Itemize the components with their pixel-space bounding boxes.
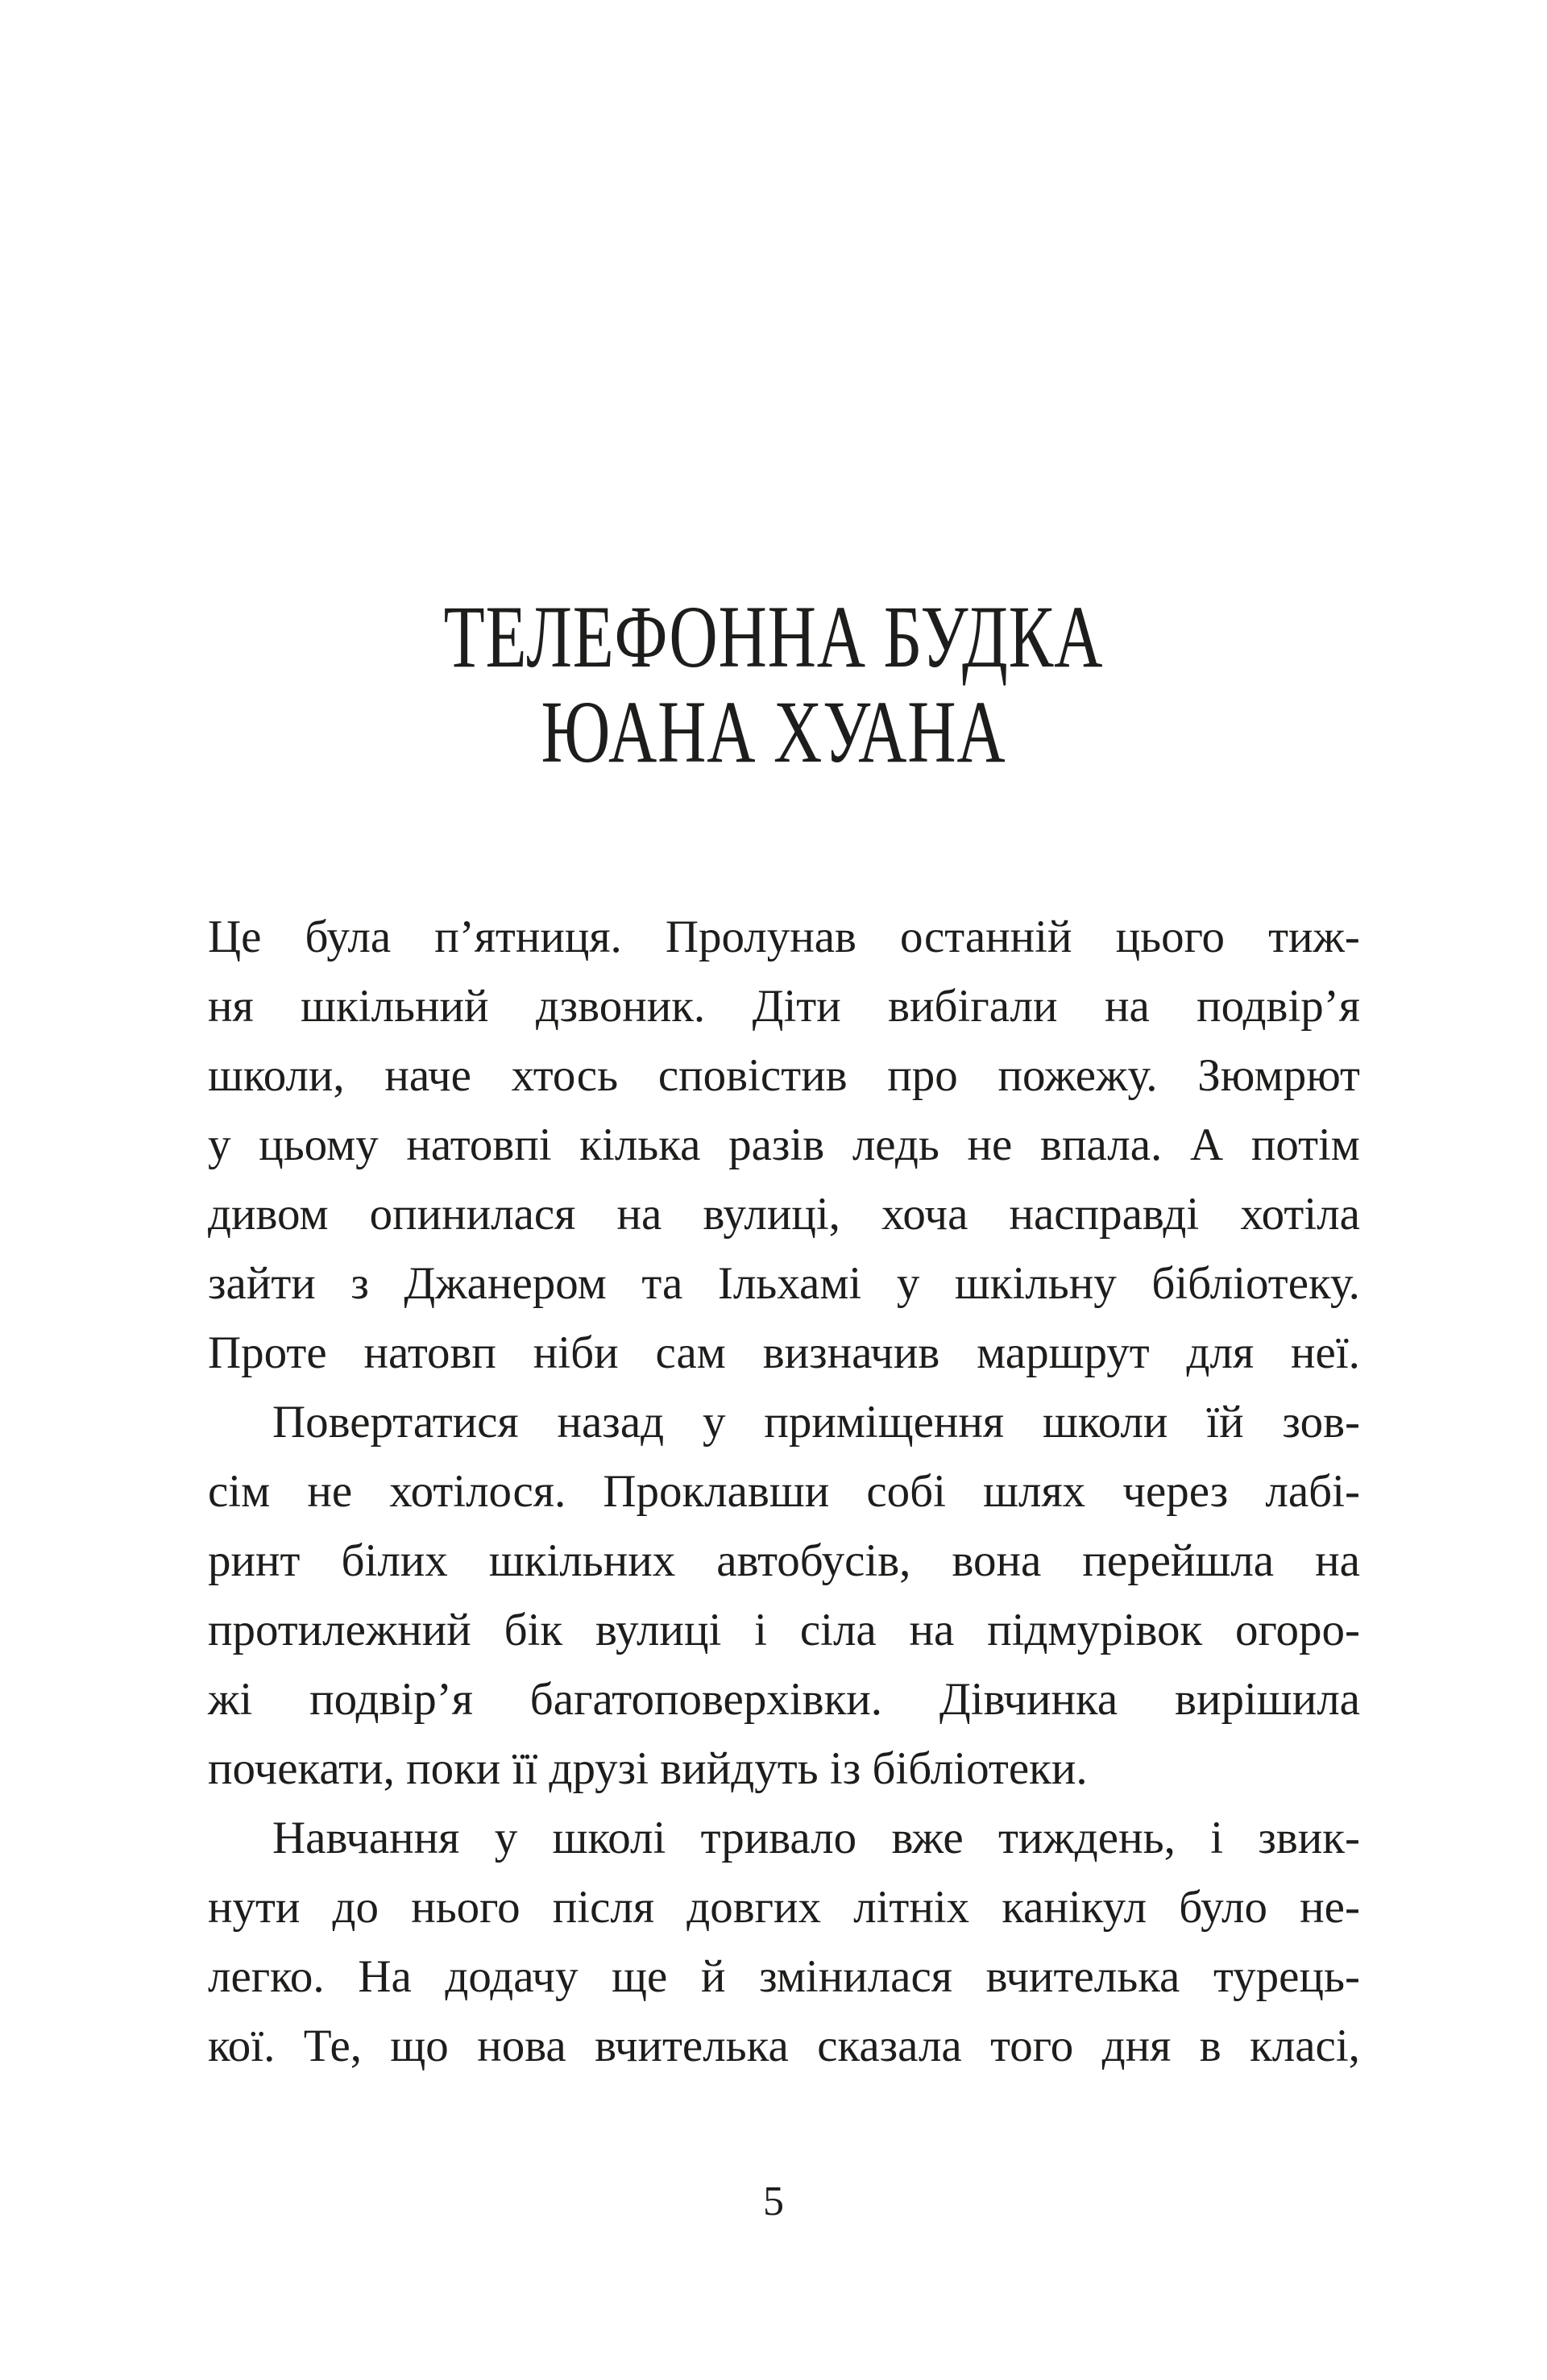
text-line: Повертатися назад у приміщення школи їй зов- <box>272 1397 1360 1448</box>
text-line: Проте натовп ніби сам визначив маршрут для неї. <box>208 1327 1360 1378</box>
text-line: школи, наче хтось сповістив про пожежу. Зюмрют <box>208 1050 1360 1101</box>
text-line: ринт білих шкільних автобусів, вона перейшла на <box>208 1535 1360 1586</box>
text-line: сім не хотілося. Проклавши собі шлях через лабі- <box>208 1466 1360 1517</box>
text-line: ня шкільний дзвоник. Діти вибігали на подвір’я <box>208 981 1360 1032</box>
text-line: жі подвір’я багатоповерхівки. Дівчинка вирішила <box>208 1674 1360 1725</box>
text-line: зайти з Джанером та Ільхамі у шкільну бібліотеку. <box>208 1258 1360 1309</box>
text-line: Навчання у школі тривало вже тиждень, і звик- <box>272 1813 1360 1863</box>
text-line: дивом опинилася на вулиці, хоча насправді хотіла <box>208 1189 1360 1240</box>
chapter-title-line-2: ЮАНА ХУАНА <box>541 683 1006 781</box>
page-number: 5 <box>763 2179 784 2224</box>
text-line: Це була п’ятниця. Пролунав останній цього тиж- <box>208 912 1360 962</box>
text-line: легко. На додачу ще й змінилася вчителька турець- <box>208 1951 1360 2002</box>
text-line: протилежний бік вулиці і сіла на підмурівок огоро- <box>208 1605 1360 1655</box>
text-line: у цьому натовпі кілька разів ледь не впала. А потім <box>208 1119 1360 1170</box>
text-line: нути до нього після довгих літніх канікул було не- <box>208 1882 1360 1933</box>
chapter-body <box>208 903 1360 2081</box>
text-line: почекати, поки її друзі вийдуть із бібліотеки. <box>208 1743 1088 1794</box>
chapter-title <box>0 589 1547 779</box>
text-line: кої. Те, що нова вчителька сказала того дня в класі, <box>208 2021 1360 2071</box>
chapter-title-line-1: ТЕЛЕФОННА БУДКА <box>443 588 1104 686</box>
